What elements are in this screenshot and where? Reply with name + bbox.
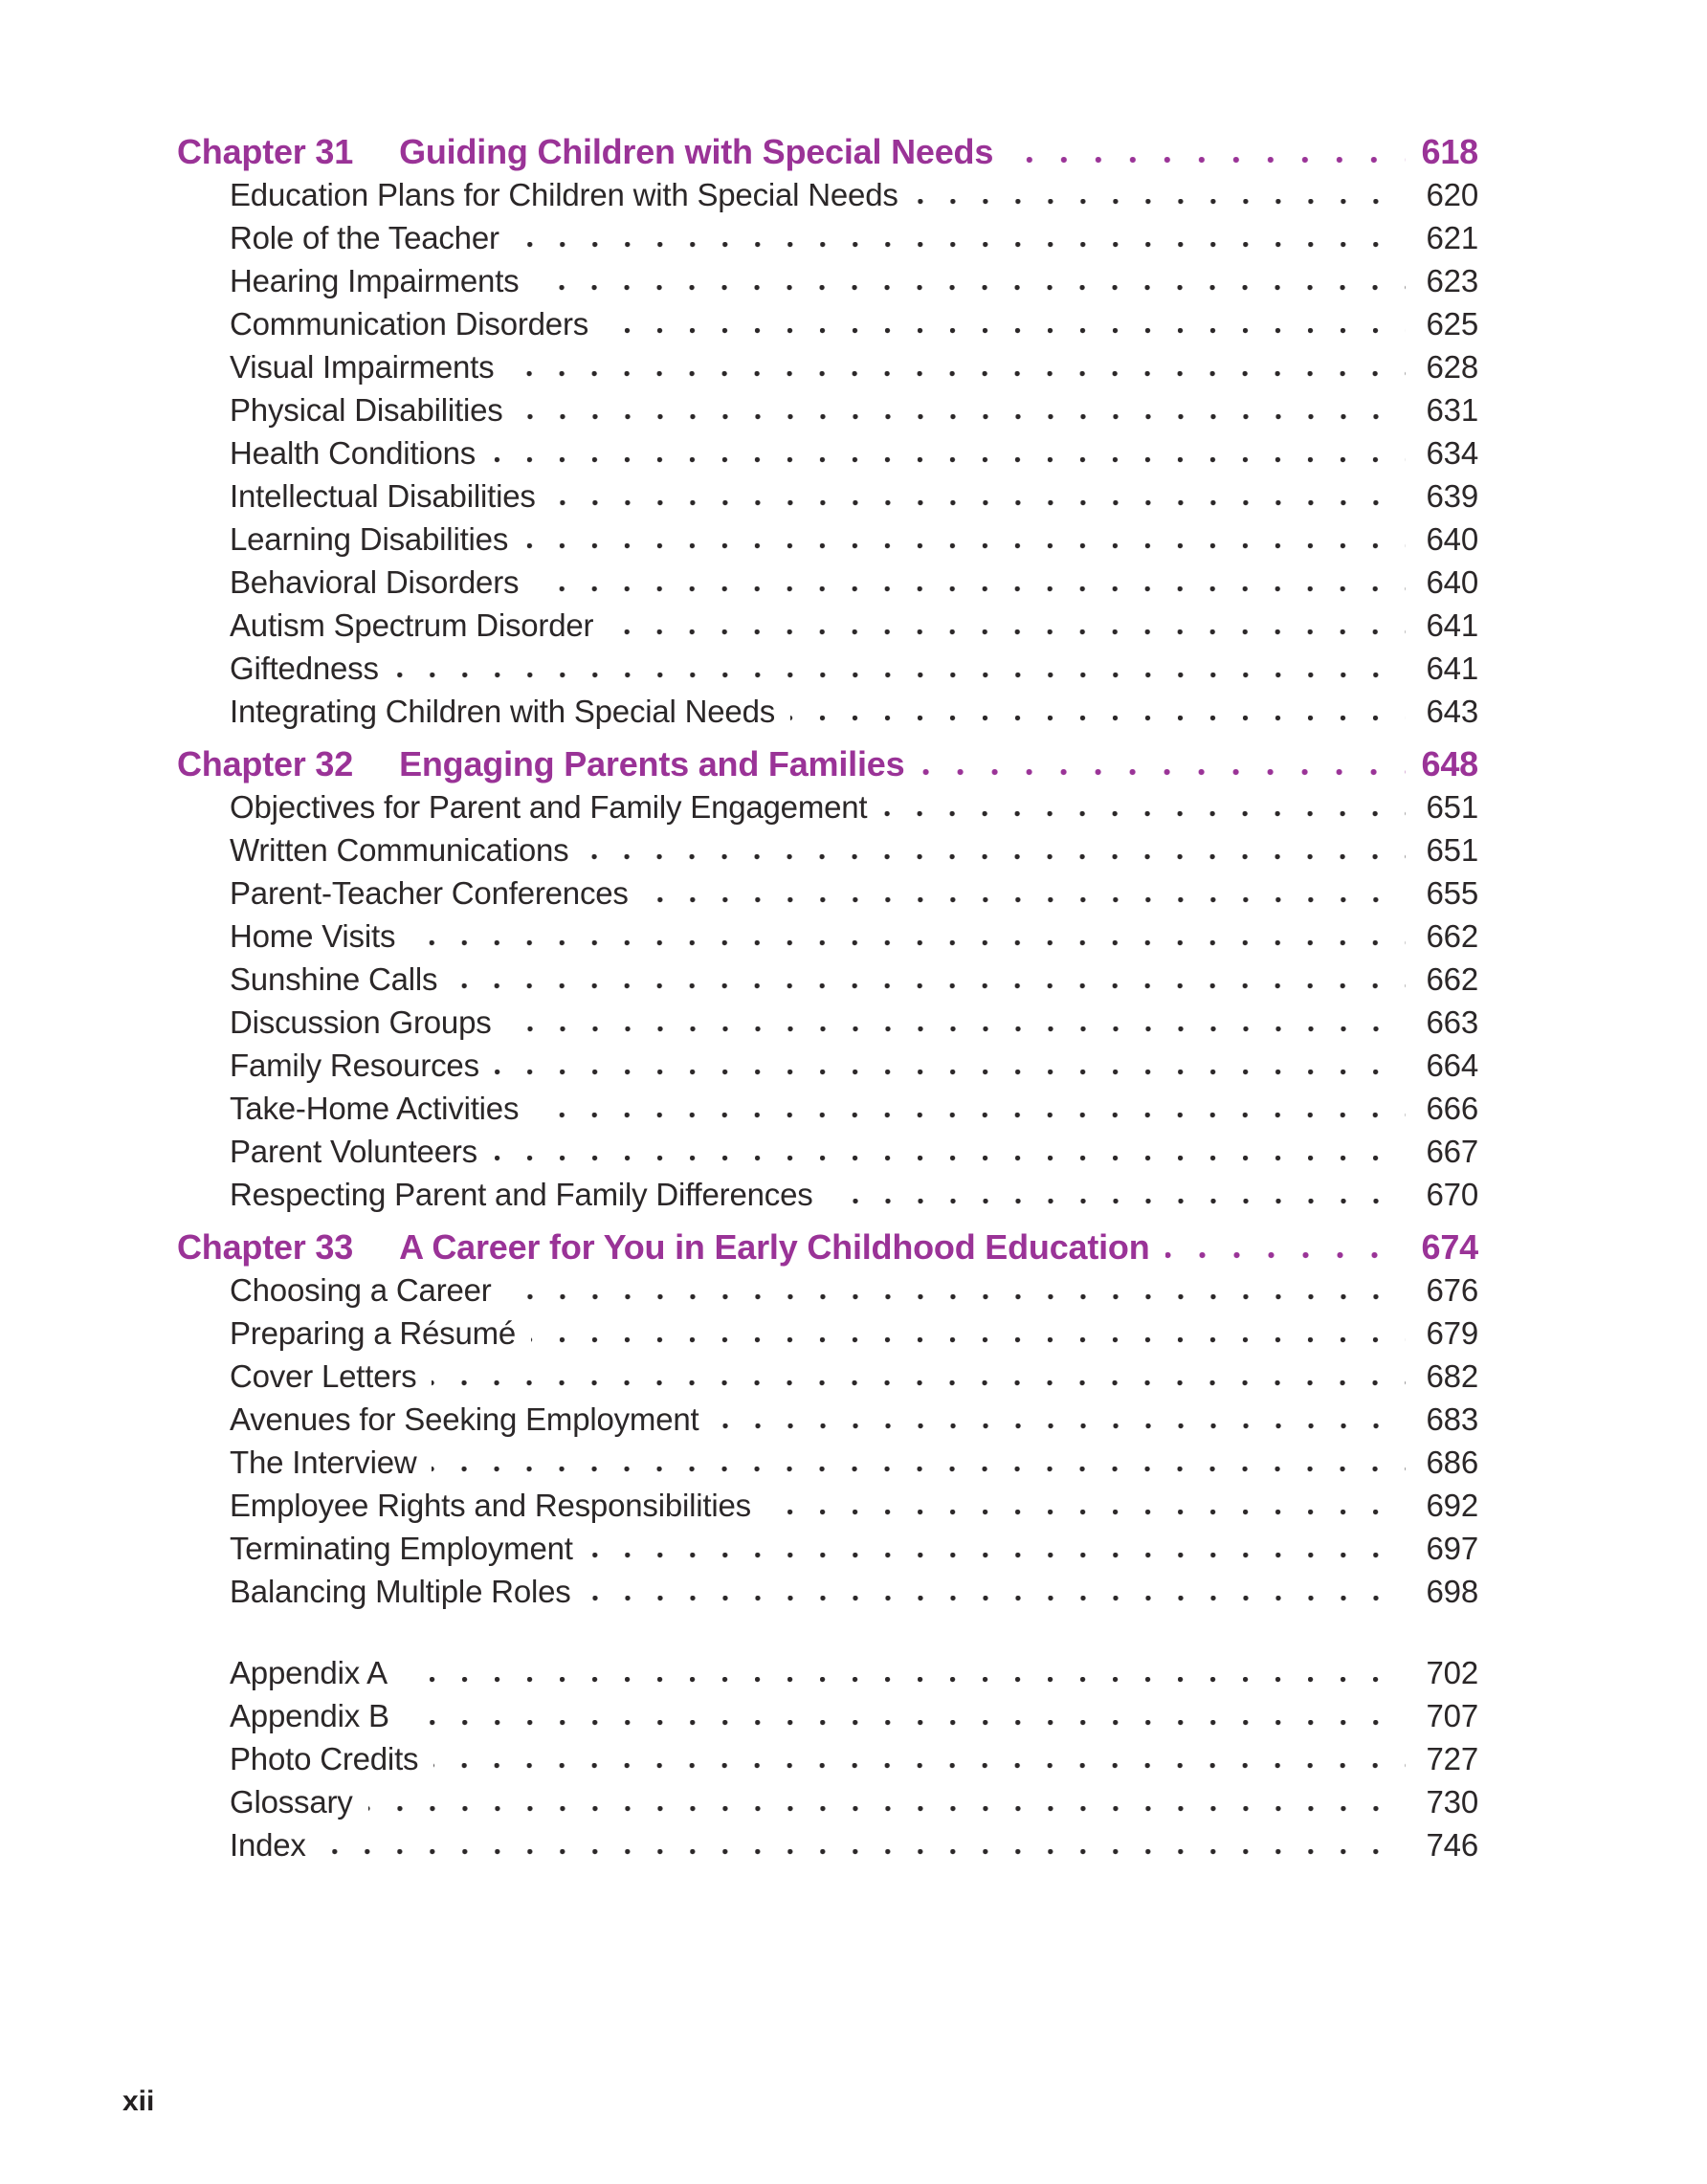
dot-leader (534, 285, 1406, 292)
entry-title: Cover Letters (230, 1358, 417, 1394)
dot-leader (403, 1677, 1406, 1684)
back-matter-list (177, 1651, 1478, 1866)
entry-title: Intellectual Disabilities (230, 478, 536, 514)
entry-page-number: 664 (1426, 1048, 1478, 1083)
entry-title: Hearing Impairments (230, 263, 520, 298)
chapter-page-number: 648 (1421, 744, 1478, 783)
dot-leader (507, 1026, 1406, 1033)
chapter-label: Chapter 32 (177, 744, 354, 783)
entry-title: Home Visits (230, 918, 396, 954)
chapter-heading-row (177, 130, 1478, 173)
dot-leader (531, 1337, 1406, 1344)
toc-entry-row (177, 1527, 1478, 1570)
entry-title: Communication Disorders (230, 306, 589, 342)
entry-page-number: 655 (1426, 875, 1478, 911)
entry-title: Discussion Groups (230, 1004, 492, 1040)
entry-page-number: 641 (1426, 651, 1478, 686)
toc-entry-row (177, 1173, 1478, 1216)
toc-entry-row (177, 561, 1478, 604)
entry-page-number: 676 (1426, 1272, 1478, 1308)
toc-entry-row (177, 958, 1478, 1001)
entry-page-number: 698 (1426, 1574, 1478, 1609)
dot-leader (534, 586, 1406, 593)
dot-leader (493, 1156, 1406, 1162)
entry-title: Giftedness (230, 651, 379, 686)
dot-leader (551, 500, 1406, 507)
toc-entry-row (177, 431, 1478, 474)
entry-title: Choosing a Career (230, 1272, 492, 1308)
dot-leader (587, 1596, 1406, 1602)
entry-title: Learning Disabilities (230, 521, 509, 557)
dot-leader (920, 769, 1406, 776)
entry-title: Parent Volunteers (230, 1134, 477, 1169)
toc-entry-row (177, 785, 1478, 828)
dot-leader (790, 716, 1406, 722)
toc-entry-row (177, 1312, 1478, 1355)
entry-page-number: 643 (1426, 694, 1478, 729)
entry-title: Take-Home Activities (230, 1091, 520, 1126)
toc-entry-row (177, 173, 1478, 216)
entry-page-number: 662 (1426, 918, 1478, 954)
dot-leader (453, 983, 1406, 990)
toc-entry-row (177, 1087, 1478, 1130)
entry-page-number: 683 (1426, 1401, 1478, 1437)
dot-leader (523, 543, 1406, 550)
entry-page-number: 697 (1426, 1531, 1478, 1566)
entry-page-number: 625 (1426, 306, 1478, 342)
entry-title: Employee Rights and Responsibilities (230, 1488, 751, 1523)
entry-page-number: 746 (1426, 1827, 1478, 1863)
toc-entry-row (177, 828, 1478, 871)
entry-title: Terminating Employment (230, 1531, 573, 1566)
entry-title: Family Resources (230, 1048, 479, 1083)
dot-leader (588, 1553, 1406, 1559)
dot-leader (321, 1849, 1406, 1856)
dot-leader (432, 1467, 1406, 1473)
dot-leader (1009, 157, 1406, 164)
toc-entry-row (177, 871, 1478, 915)
chapter-title: Engaging Parents and Families (399, 744, 905, 783)
dot-leader (491, 457, 1406, 464)
dot-leader (715, 1423, 1407, 1430)
toc-chapter (177, 130, 1478, 733)
chapter-heading-row (177, 742, 1478, 785)
dot-leader (882, 811, 1406, 818)
toc-entry-row (177, 915, 1478, 958)
entry-title: Objectives for Parent and Family Engagement (230, 789, 868, 825)
entry-page-number: 686 (1426, 1445, 1478, 1480)
dot-leader (509, 371, 1406, 378)
dot-leader (515, 242, 1406, 249)
dot-leader (507, 1294, 1406, 1301)
entry-title: The Interview (230, 1445, 417, 1480)
entry-page-number: 692 (1426, 1488, 1478, 1523)
entry-title: Balancing Multiple Roles (230, 1574, 571, 1609)
entry-page-number: 634 (1426, 435, 1478, 471)
entry-page-number: 667 (1426, 1134, 1478, 1169)
dot-leader (644, 897, 1406, 904)
toc-entry-row (177, 1651, 1478, 1694)
entry-title: Behavioral Disorders (230, 564, 520, 600)
toc-entry-row (177, 1737, 1478, 1780)
chapter-list (177, 130, 1478, 1613)
toc-entry-row (177, 518, 1478, 561)
entry-page-number: 679 (1426, 1315, 1478, 1351)
toc-entry-row (177, 1570, 1478, 1613)
entry-title: Role of the Teacher (230, 220, 499, 255)
entry-title: Autism Spectrum Disorder (230, 607, 594, 643)
entry-page-number: 730 (1426, 1784, 1478, 1820)
chapter-page-number: 674 (1421, 1227, 1478, 1267)
toc-entry-row (177, 302, 1478, 345)
dot-leader (829, 1199, 1406, 1205)
toc-entry-row (177, 216, 1478, 259)
dot-leader (495, 1070, 1406, 1076)
dot-leader (914, 199, 1406, 206)
dot-leader (368, 1806, 1406, 1813)
toc-entry-row (177, 1823, 1478, 1866)
entry-page-number: 641 (1426, 607, 1478, 643)
chapter-label: Chapter 31 (177, 132, 354, 171)
toc-entry-row (177, 647, 1478, 690)
chapter-title: Guiding Children with Special Needs (399, 132, 994, 171)
toc-entry-row (177, 474, 1478, 518)
entry-page-number: 651 (1426, 789, 1478, 825)
entry-page-number: 620 (1426, 177, 1478, 212)
entry-page-number: 651 (1426, 832, 1478, 868)
dot-leader (766, 1510, 1406, 1516)
toc-entry-row (177, 388, 1478, 431)
toc-entry-row (177, 1484, 1478, 1527)
entry-page-number: 682 (1426, 1358, 1478, 1394)
page-folio: xii (122, 2085, 155, 2117)
toc-entry-row (177, 1355, 1478, 1398)
toc-entry-row (177, 259, 1478, 302)
entry-page-number: 702 (1426, 1655, 1478, 1690)
entry-title: Preparing a Résumé (230, 1315, 517, 1351)
dot-leader (410, 940, 1406, 947)
dot-leader (432, 1380, 1406, 1387)
entry-page-number: 670 (1426, 1177, 1478, 1212)
entry-title: Health Conditions (230, 435, 477, 471)
entry-page-number: 640 (1426, 521, 1478, 557)
toc-entry-row (177, 690, 1478, 733)
toc-entry-row (177, 1268, 1478, 1312)
dot-leader (394, 673, 1406, 679)
entry-title: Education Plans for Children with Special Needs (230, 177, 898, 212)
toc-entry-row (177, 1130, 1478, 1173)
entry-title: Photo Credits (230, 1741, 419, 1776)
toc-chapter (177, 1225, 1478, 1613)
entry-title: Integrating Children with Special Needs (230, 694, 776, 729)
dot-leader (604, 328, 1406, 335)
entry-title: Physical Disabilities (230, 392, 503, 428)
entry-title: Avenues for Seeking Employment (230, 1401, 699, 1437)
chapter-title: A Career for You in Early Childhood Education (399, 1227, 1150, 1267)
toc-entry-row (177, 604, 1478, 647)
entry-title: Respecting Parent and Family Differences (230, 1177, 813, 1212)
section-list (177, 1268, 1478, 1613)
entry-page-number: 621 (1426, 220, 1478, 255)
entry-page-number: 662 (1426, 961, 1478, 997)
entry-page-number: 628 (1426, 349, 1478, 385)
entry-page-number: 666 (1426, 1091, 1478, 1126)
chapter-label: Chapter 33 (177, 1227, 354, 1267)
toc-entry-row (177, 1694, 1478, 1737)
dot-leader (519, 414, 1406, 421)
entry-page-number: 623 (1426, 263, 1478, 298)
toc-chapter (177, 742, 1478, 1216)
entry-title: Glossary (230, 1784, 353, 1820)
toc-entry-row (177, 1398, 1478, 1441)
entry-page-number: 639 (1426, 478, 1478, 514)
toc-entry-row (177, 345, 1478, 388)
dot-leader (534, 1113, 1406, 1119)
section-list (177, 785, 1478, 1216)
toc-entry-row (177, 1044, 1478, 1087)
entry-title: Written Communications (230, 832, 569, 868)
toc-entry-row (177, 1441, 1478, 1484)
entry-page-number: 631 (1426, 392, 1478, 428)
entry-page-number: 707 (1426, 1698, 1478, 1733)
entry-page-number: 663 (1426, 1004, 1478, 1040)
dot-leader (433, 1763, 1406, 1770)
entry-title: Appendix A (230, 1655, 388, 1690)
entry-title: Sunshine Calls (230, 961, 438, 997)
toc-entry-row (177, 1001, 1478, 1044)
section-list (177, 173, 1478, 733)
entry-title: Visual Impairments (230, 349, 495, 385)
entry-page-number: 727 (1426, 1741, 1478, 1776)
entry-title: Index (230, 1827, 306, 1863)
chapter-page-number: 618 (1421, 132, 1478, 171)
entry-title: Appendix B (230, 1698, 389, 1733)
entry-title: Parent-Teacher Conferences (230, 875, 629, 911)
toc-entry-row (177, 1780, 1478, 1823)
dot-leader (1165, 1252, 1406, 1259)
dot-leader (584, 854, 1406, 861)
entry-page-number: 640 (1426, 564, 1478, 600)
table-of-contents (177, 130, 1478, 1866)
dot-leader (405, 1720, 1406, 1727)
chapter-heading-row (177, 1225, 1478, 1268)
dot-leader (609, 629, 1406, 636)
